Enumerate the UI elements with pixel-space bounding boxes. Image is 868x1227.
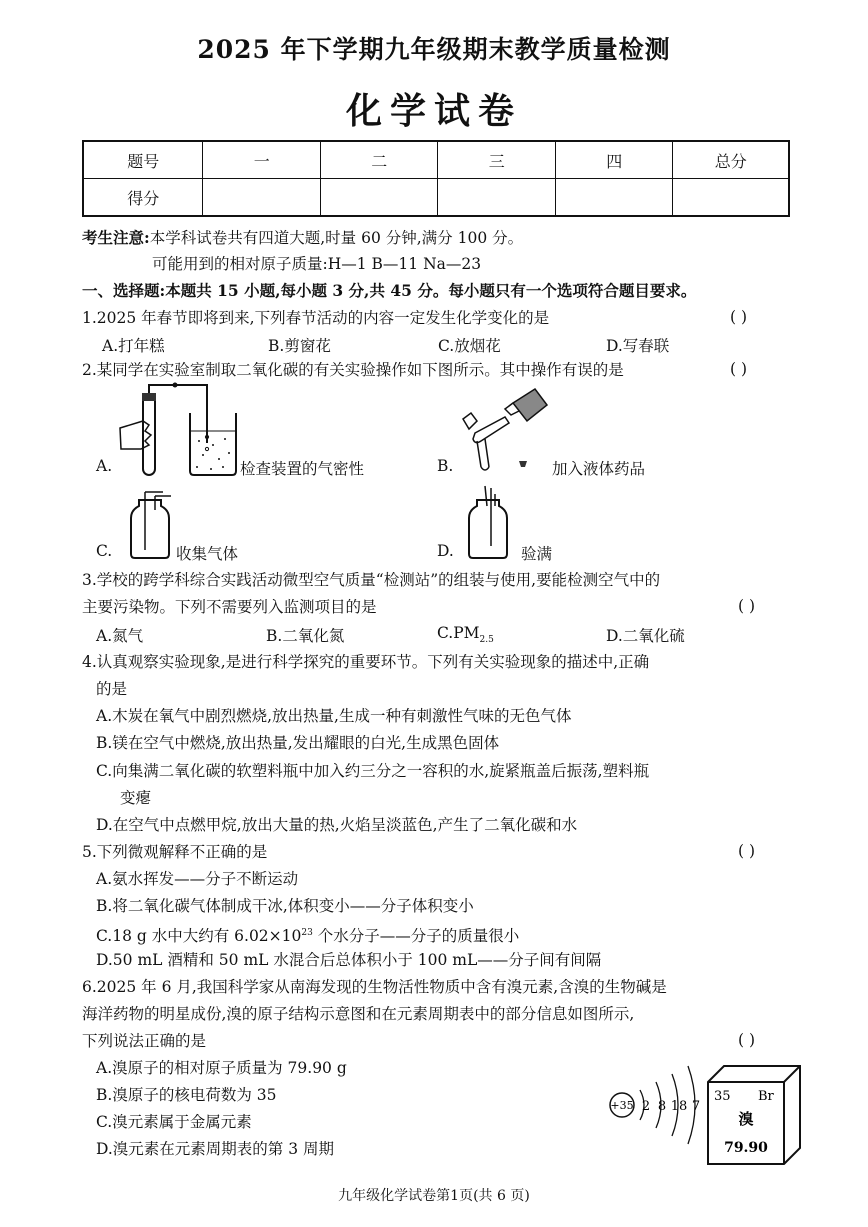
- full-check-illustration: [463, 486, 513, 560]
- question-5-option-a: A.氨水挥发——分子不断运动: [96, 870, 299, 888]
- question-5-option-c: [96, 923, 519, 946]
- score-table: [82, 140, 790, 217]
- score-cell-label: 题号: [83, 141, 203, 179]
- question-5-option-b: B.将二氧化碳气体制成干冰,体积变小——分子体积变小: [96, 897, 474, 915]
- shell-3-electrons: 18: [670, 1099, 688, 1114]
- question-5-option-c-exponent: 23: [301, 928, 313, 938]
- notice-label: 考生注意:: [82, 228, 150, 247]
- question-6-option-d: D.溴元素在元素周期表的第 3 周期: [96, 1140, 335, 1158]
- add-liquid-illustration: [455, 383, 555, 473]
- score-cell-section-1: 一: [203, 141, 321, 179]
- question-2-option-c-text: 收集气体: [176, 545, 239, 563]
- score-cell-section-3: 三: [438, 141, 556, 179]
- question-3-option-a: A.氮气: [96, 627, 144, 645]
- question-2-answer-blank[interactable]: ( ): [730, 360, 748, 378]
- element-symbol: Br: [758, 1089, 774, 1104]
- shell-1-electrons: 2: [641, 1099, 651, 1114]
- question-3-stem-line-1: 3.学校的跨学科综合实践活动微型空气质量“检测站”的组装与使用,要能检测空气中的: [82, 571, 661, 589]
- section-1-title: 一、选择题:本题共 15 小题,每小题 3 分,共 45 分。每小题只有一个选项符合题目要求。: [82, 281, 697, 300]
- element-atomic-number: 35: [714, 1089, 731, 1104]
- question-2-option-d-letter: D.: [437, 542, 454, 560]
- score-table-header-row: [83, 141, 789, 179]
- question-4-option-c-line-1: C.向集满二氧化碳的软塑料瓶中加入约三分之一容积的水,旋紧瓶盖后振荡,塑料瓶: [96, 762, 650, 780]
- question-2-option-d-text: 验满: [521, 545, 553, 563]
- question-5-stem: 5.下列微观解释不正确的是: [82, 843, 268, 861]
- bromine-atom-structure-diagram: [606, 1060, 706, 1150]
- question-1-option-c: C.放烟花: [438, 337, 501, 355]
- question-4-option-c-line-2: 变瘪: [120, 789, 152, 807]
- exam-title: 2025 年下学期九年级期末教学质量检测: [197, 35, 671, 64]
- question-3-option-b: B.二氧化氮: [266, 627, 345, 645]
- page-footer: 九年级化学试卷第1页(共 6 页): [338, 1188, 530, 1204]
- score-cell-section-4: 四: [555, 141, 673, 179]
- element-name: 溴: [738, 1110, 754, 1128]
- subject-title: 化学试卷: [345, 90, 522, 132]
- score-input-total[interactable]: [673, 179, 789, 217]
- score-table-score-row: [83, 179, 789, 217]
- question-5-option-d: D.50 mL 酒精和 50 mL 水混合后总体积小于 100 mL——分子间有间隔: [96, 951, 602, 969]
- score-input-4[interactable]: [555, 179, 673, 217]
- shell-2-electrons: 8: [657, 1099, 667, 1114]
- score-row-label: 得分: [83, 179, 203, 217]
- question-4-stem-line-1: 4.认真观察实验现象,是进行科学探究的重要环节。下列有关实验现象的描述中,正确: [82, 653, 650, 671]
- question-2-option-b-text: 加入液体药品: [552, 460, 646, 478]
- question-6-answer-blank[interactable]: ( ): [738, 1031, 756, 1049]
- question-1-option-a: A.打年糕: [102, 337, 165, 355]
- question-3-option-c: [437, 624, 494, 645]
- question-6-stem-line-2: 海洋药物的明星成份,溴的原子结构示意图和在元素周期表中的部分信息如图所示,: [82, 1005, 635, 1023]
- question-1-stem: 1.2025 年春节即将到来,下列春节活动的内容一定发生化学变化的是: [82, 309, 550, 327]
- question-4-stem-line-2: 的是: [96, 680, 128, 698]
- score-input-1[interactable]: [203, 179, 321, 217]
- question-3-option-d: D.二氧化硫: [606, 627, 685, 645]
- question-4-option-d: D.在空气中点燃甲烷,放出大量的热,火焰呈淡蓝色,产生了二氧化碳和水: [96, 816, 578, 834]
- nucleus-charge-label: +35: [610, 1099, 634, 1112]
- atomic-mass-note: 可能用到的相对原子质量:H—1 B—11 Na—23: [152, 255, 482, 273]
- question-6-option-c: C.溴元素属于金属元素: [96, 1113, 252, 1131]
- gas-collection-illustration: [125, 490, 175, 560]
- notice-text: 本学科试卷共有四道大题,时量 60 分钟,满分 100 分。: [149, 229, 524, 247]
- question-6-option-a: A.溴原子的相对原子质量为 79.90 g: [96, 1059, 347, 1077]
- question-6-option-b: B.溴原子的核电荷数为 35: [96, 1086, 277, 1104]
- question-1-option-b: B.剪窗花: [268, 337, 331, 355]
- question-2-option-a-letter: A.: [96, 457, 113, 475]
- question-1-option-d: D.写春联: [606, 337, 670, 355]
- notice: [82, 228, 523, 248]
- question-3-answer-blank[interactable]: ( ): [738, 597, 756, 615]
- question-4-option-b: B.镁在空气中燃烧,放出热量,发出耀眼的白光,生成黑色固体: [96, 734, 500, 752]
- question-5-option-c-post: 个水分子——分子的质量很小: [312, 927, 520, 946]
- question-2-stem: 2.某同学在实验室制取二氧化碳的有关实验操作如下图所示。其中操作有误的是: [82, 361, 624, 379]
- question-2-option-c-letter: C.: [96, 542, 113, 560]
- shell-4-electrons: 7: [691, 1099, 701, 1114]
- question-3-stem-line-2: 主要污染物。下列不需要列入监测项目的是: [82, 598, 377, 616]
- bromine-periodic-table-cell: [706, 1064, 802, 1166]
- question-6-stem-line-3: 下列说法正确的是: [82, 1032, 207, 1050]
- question-3-option-c-text: C.PM: [437, 624, 480, 642]
- question-5-option-c-pre: C.18 g 水中大约有 6.02×10: [96, 927, 302, 946]
- question-1-answer-blank[interactable]: ( ): [730, 308, 748, 326]
- question-5-answer-blank[interactable]: ( ): [738, 842, 756, 860]
- score-input-2[interactable]: [320, 179, 438, 217]
- score-cell-section-2: 二: [320, 141, 438, 179]
- score-input-3[interactable]: [438, 179, 556, 217]
- airtightness-check-illustration: [115, 383, 245, 478]
- question-2-option-a-text: 检查装置的气密性: [240, 460, 365, 478]
- question-6-stem-line-1: 6.2025 年 6 月,我国科学家从南海发现的生物活性物质中含有溴元素,含溴的生物碱是: [82, 978, 667, 996]
- score-cell-total: 总分: [673, 141, 789, 179]
- question-3-option-c-subscript: 2.5: [479, 635, 494, 646]
- element-atomic-mass: 79.90: [724, 1140, 768, 1156]
- question-4-option-a: A.木炭在氧气中剧烈燃烧,放出热量,生成一种有刺激性气味的无色气体: [96, 707, 572, 725]
- question-2-option-b-letter: B.: [437, 457, 454, 475]
